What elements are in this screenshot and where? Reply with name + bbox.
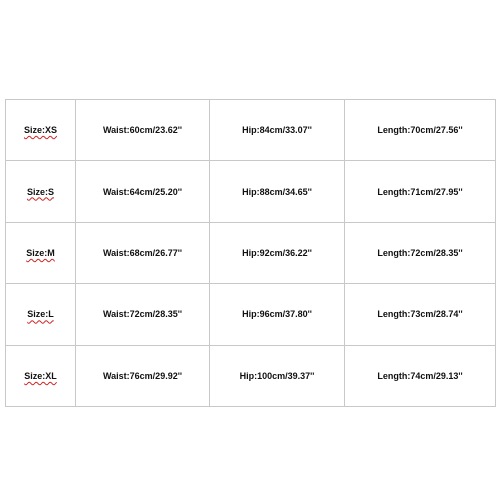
hip-cell: Hip:100cm/39.37'' <box>210 345 345 406</box>
length-cell: Length:70cm/27.56'' <box>345 100 496 161</box>
size-cell <box>6 161 76 222</box>
hip-cell: Hip:96cm/37.80'' <box>210 284 345 345</box>
waist-cell: Waist:72cm/28.35'' <box>76 284 210 345</box>
size-row-s <box>6 161 496 222</box>
size-row-xs <box>6 100 496 161</box>
waist-cell: Waist:68cm/26.77'' <box>76 222 210 283</box>
length-cell: Length:73cm/28.74'' <box>345 284 496 345</box>
size-cell <box>6 284 76 345</box>
size-cell <box>6 345 76 406</box>
waist-cell: Waist:76cm/29.92'' <box>76 345 210 406</box>
size-chart-table <box>5 99 496 407</box>
size-label: Size:M <box>26 247 55 258</box>
waist-cell: Waist:64cm/25.20'' <box>76 161 210 222</box>
hip-cell: Hip:92cm/36.22'' <box>210 222 345 283</box>
length-cell: Length:72cm/28.35'' <box>345 222 496 283</box>
size-row-l <box>6 284 496 345</box>
length-cell: Length:74cm/29.13'' <box>345 345 496 406</box>
size-row-xl <box>6 345 496 406</box>
size-label: Size:XS <box>23 125 57 136</box>
size-label: Size:L <box>27 309 54 320</box>
size-cell <box>6 222 76 283</box>
hip-cell: Hip:88cm/34.65'' <box>210 161 345 222</box>
size-row-m <box>6 222 496 283</box>
hip-cell: Hip:84cm/33.07'' <box>210 100 345 161</box>
size-cell <box>6 100 76 161</box>
length-cell: Length:71cm/27.95'' <box>345 161 496 222</box>
size-label: Size:XL <box>24 370 57 381</box>
waist-cell: Waist:60cm/23.62'' <box>76 100 210 161</box>
size-label: Size:S <box>26 186 54 197</box>
